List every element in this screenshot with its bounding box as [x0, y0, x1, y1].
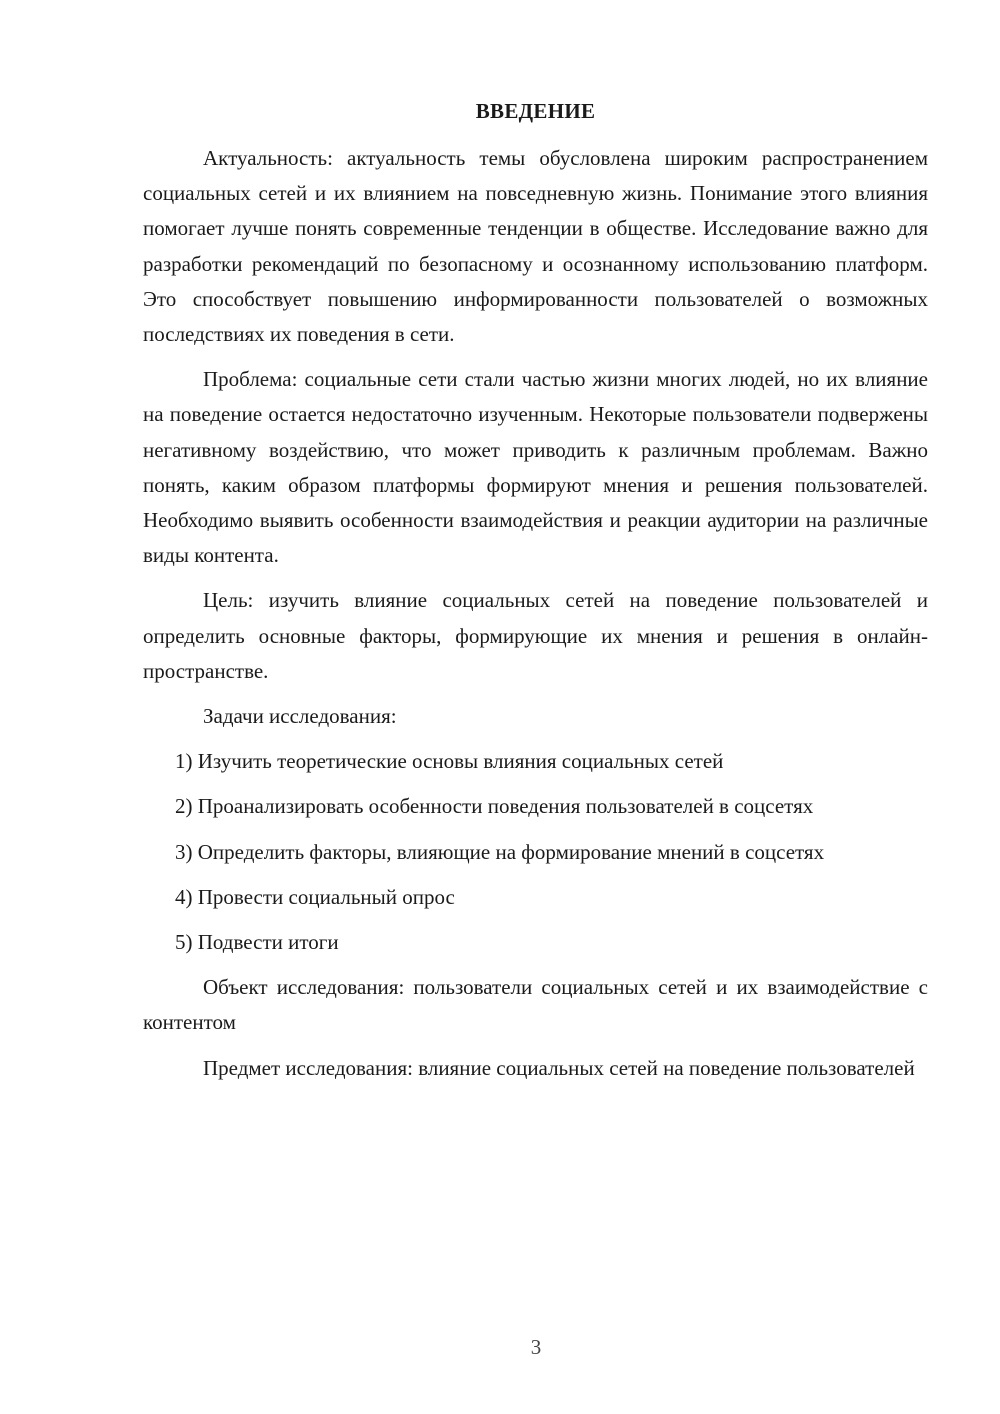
task-item-2: 2) Проанализировать особенности поведения пользователей в соцсетях [175, 794, 814, 819]
task-item-5: 5) Подвести итоги [175, 930, 339, 955]
section-title: ВВЕДЕНИЕ [475, 99, 596, 123]
paragraph-relevance: Актуальность: актуальность темы обусловлена широким распространением социальных сетей и их влиянием на повседневную жизнь. Понимание этого влияния помогает лучше понять современные тенденции в обществе. Исследование важно для разработки рекомендаций по безопасному и осознанному использованию платформ. Это способствует повышению информированности пользователей о возможных последствиях их поведения в сети. [143, 146, 928, 347]
task-item-4: 4) Провести социальный опрос [175, 884, 455, 909]
task-item-1: 1) Изучить теоретические основы влияния социальных сетей [175, 749, 724, 774]
page-number: 3 [530, 1335, 542, 1359]
paragraph-tasks-heading: Задачи исследования: [203, 704, 397, 729]
task-item-3: 3) Определить факторы, влияющие на формирование мнений в соцсетях [175, 839, 825, 864]
paragraph-subject: Предмет исследования: влияние социальных сетей на поведение пользователей [203, 1055, 915, 1080]
document-page [143, 94, 928, 1096]
paragraph-problem: Проблема: социальные сети стали частью жизни многих людей, но их влияние на поведение остается недостаточно изученным. Некоторые пользователи подвержены негативному воздействию, что может приводить к различным проблемам. Важно понять, каким образом платформы формируют мнения и решения пользователей. Необходимо выявить особенности взаимодействия и реакции аудитории на различные виды контента. [143, 367, 928, 568]
paragraph-object: Объект исследования: пользователи социальных сетей и их взаимодействие с контентом [143, 975, 928, 1035]
paragraph-goal: Цель: изучить влияние социальных сетей на поведение пользователей и определить основные факторы, формирующие их мнения и решения в онлайн-пространстве. [143, 588, 928, 683]
